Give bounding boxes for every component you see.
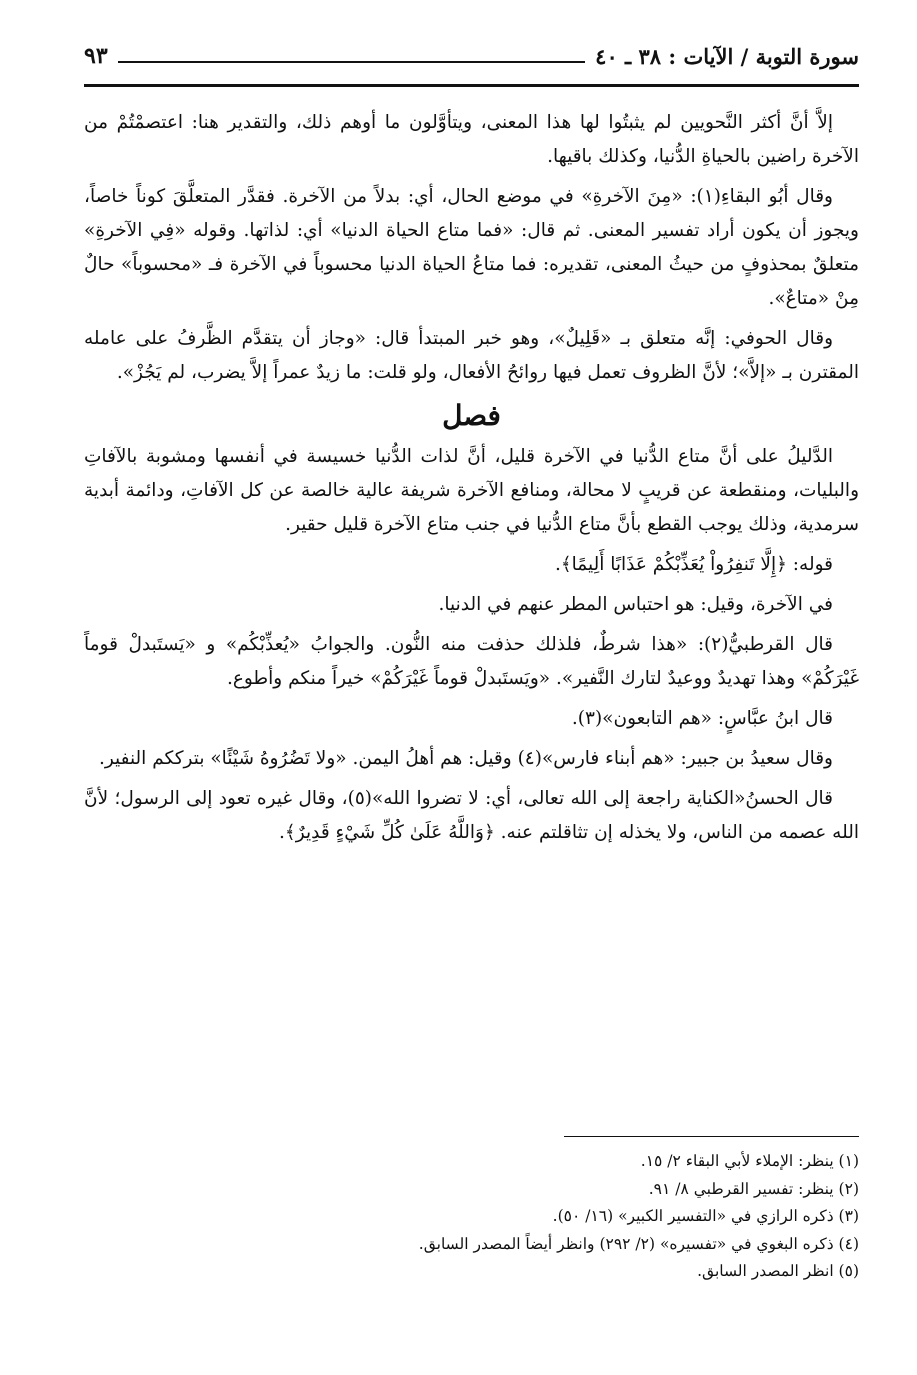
paragraph-9: وقال سعيدُ بن جبير: «هم أبناء فارس»(٤) وقيل: هم أهلُ اليمن. «ولا تَضُرُوهُ شَيْئًا» بترككم النفير. — [98, 748, 833, 769]
page-number: ٩٣ — [84, 43, 108, 69]
paragraph-6: في الآخرة، وقيل: هو احتباس المطر عنهم في الدنيا. — [438, 594, 833, 615]
footnote-2: (٢) ينظر: تفسير القرطبي ٨/ ٩١. — [648, 1179, 859, 1198]
footnotes — [84, 1148, 859, 1286]
main-text — [84, 106, 859, 856]
paragraph-3: وقال الحوفي: إنَّه متعلق بـ «قَلِيلٌ»، وهو خبر المبتدأ قال: «وجاز أن يتقدَّم الظَّرفُ على عامله المقترن بـ «إلاَّ»؛ لأنَّ الظروف تعمل فيها روائحُ الأفعال، ولو قلت: ما زيدٌ عمراً إلاَّ يضرب، لم يَجُزْ». — [84, 328, 859, 383]
footnote-1: (١) ينظر: الإملاء لأبي البقاء ٢/ ١٥. — [640, 1152, 859, 1170]
running-title: سورة التوبة / الآيات : ٣٨ ـ ٤٠ — [595, 43, 859, 69]
footnote-3: (٣) ذكره الرازي في «التفسير الكبير» (١٦/ ٥٠). — [552, 1207, 859, 1225]
footnote-4: (٤) ذكره البغوي في «تفسيره» (٢/ ٢٩٢) وانظر أيضاً المصدر السابق. — [418, 1234, 859, 1253]
footnote-separator — [564, 1136, 859, 1137]
header-rule — [84, 84, 859, 87]
section-heading: فصل — [442, 399, 501, 432]
paragraph-8: قال ابنُ عبَّاسٍ: «هم التابعون»(٣). — [571, 708, 833, 729]
footnote-5: (٥) انظر المصدر السابق. — [697, 1262, 859, 1280]
running-header — [84, 34, 859, 78]
paragraph-7: قال القرطبيُّ(٢): «هذا شرطٌ، فلذلك حذفت منه النُّون. والجوابُ «يُعذِّبْكُم» و «يَستَبدلْ قوماً غَيْرَكُمْ» وهذا تهديدٌ ووعيدٌ لتارك النَّفير». «ويَستَبدلْ قوماً غَيْرَكُمْ» خيراً منكم وأطوع. — [84, 634, 859, 689]
header-leader-line — [118, 61, 586, 63]
paragraph-2: وقال أبُو البقاءِ(١): «مِنَ الآخرةِ» في موضع الحال، أي: بدلاً من الآخرة. فقدَّر المتعلَّقَ كوناً خاصاً، ويجوز أن يكون أراد تفسير المعنى. ثم قال: «فما متاع الحياة الدنيا» أي: لذاتها. وقوله «فِي الآخرةِ» متعلقٌ بمحذوفٍ من حيثُ المعنى، تقديره: فما متاعُ الحياة الدنيا محسوباً في الآخرة فـ «محسوباً» حالٌ مِنْ «متاعٌ». — [84, 186, 859, 309]
paragraph-10: قال الحسنُ«الكناية راجعة إلى الله تعالى، أي: لا تضروا الله»(٥)، وقال غيره تعود إلى الرسول؛ لأنَّ الله عصمه من الناس، ولا يخذله إن تثاقلتم عنه. ﴿وَاللَّهُ عَلَىٰ كُلِّ شَيْءٍ قَدِيرٌ﴾. — [84, 788, 859, 843]
paragraph-4: الدَّليلُ على أنَّ متاع الدُّنيا في الآخرة قليل، أنَّ لذات الدُّنيا خسيسة في أنفسها ومشوبة بالآفاتِ والبليات، ومنقطعة عن قريبٍ لا محالة، ومنافع الآخرة شريفة عالية خالصة عن كل الآفاتِ، ودائمة أبدية سرمدية، وذلك يوجب القطع بأنَّ متاع الدُّنيا في جنب متاع الآخرة قليل حقير. — [84, 446, 859, 535]
paragraph-1: إلاَّ أنَّ أكثر النَّحويين لم يثبتُوا لها هذا المعنى، ويتأوَّلون ما أوهم ذلك، والتقدير هنا: اعتصمْتُمْ من الآخرة راضين بالحياةِ الدُّنيا، وكذلك باقيها. — [84, 112, 859, 167]
paragraph-5: قوله: ﴿إِلَّا تَنفِرُواْ يُعَذِّبْكُمْ عَذَابًا أَلِيمًا﴾. — [554, 554, 833, 575]
